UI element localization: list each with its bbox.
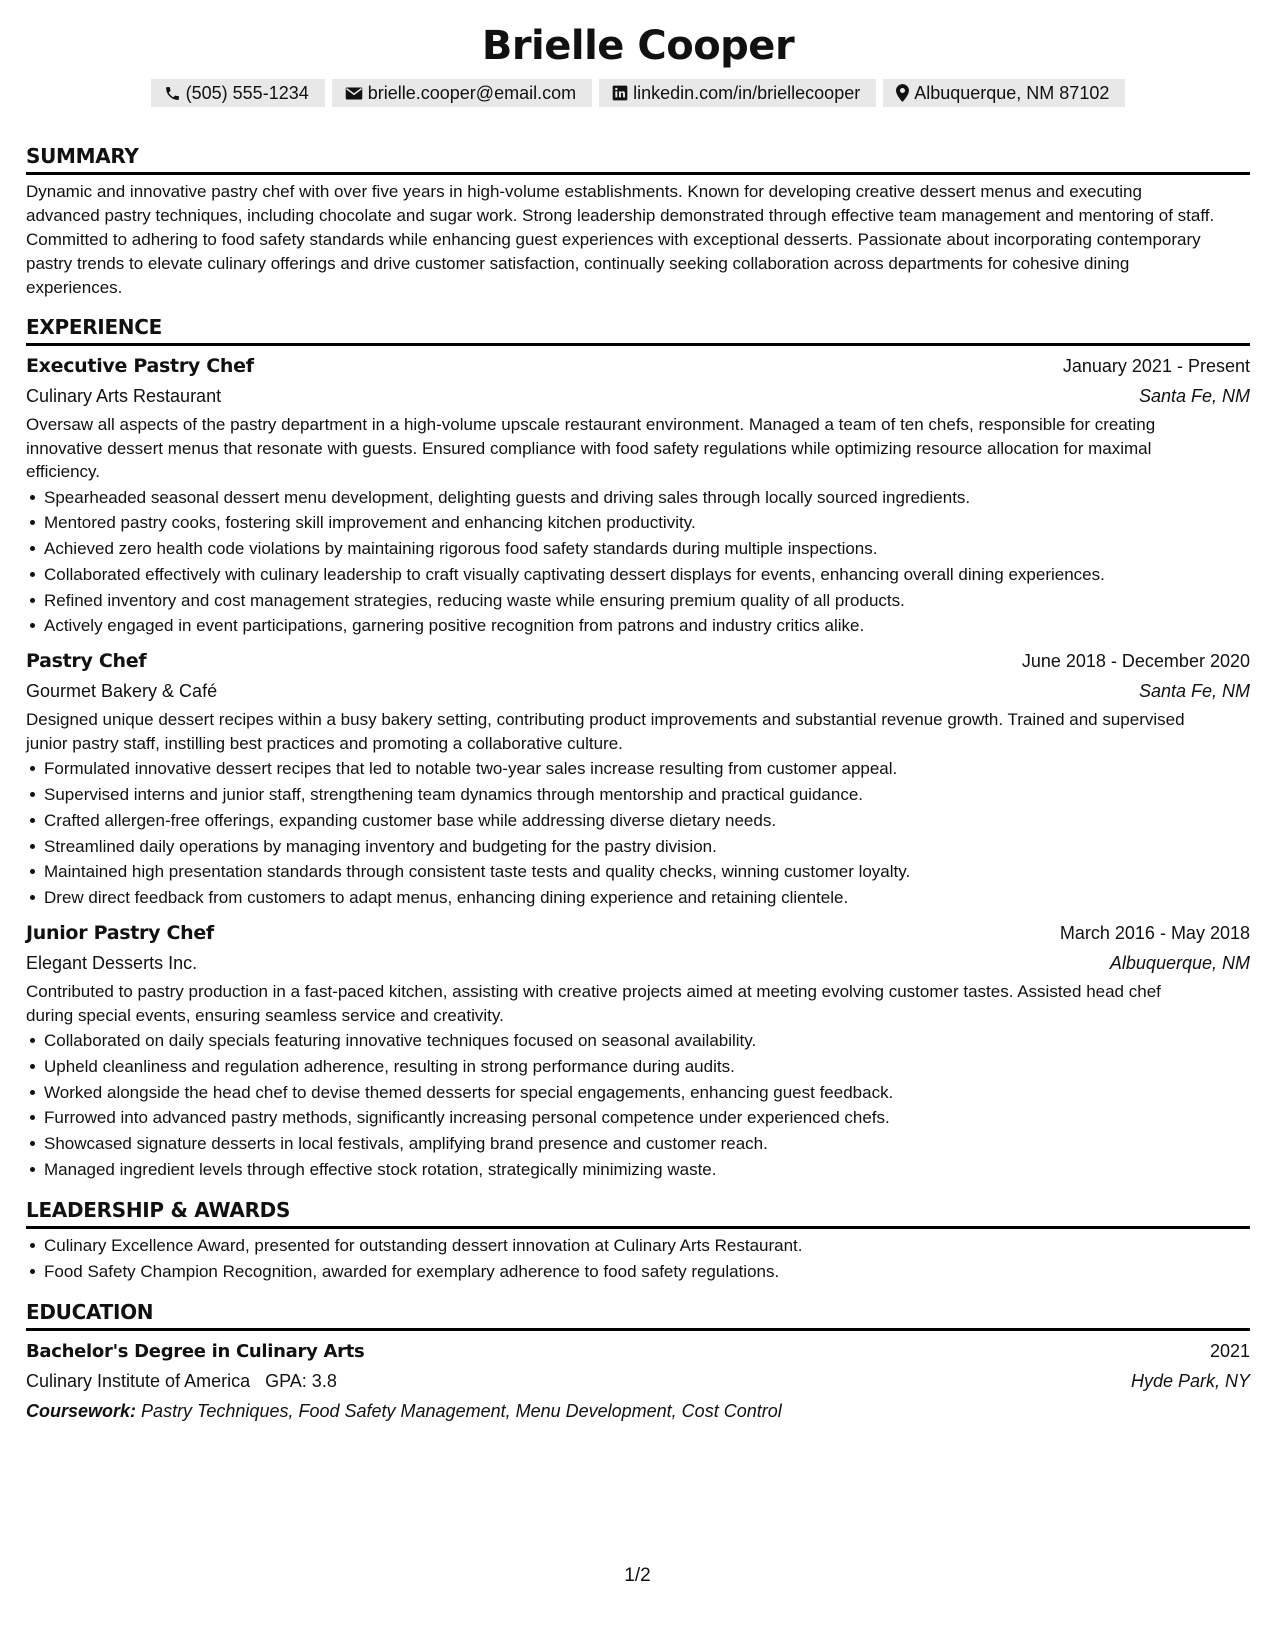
gpa: GPA: 3.8 (265, 1371, 337, 1392)
job-entry (26, 351, 1250, 639)
linkedin-text: linkedin.com/in/briellecooper (633, 83, 861, 103)
map-pin-icon (896, 84, 909, 102)
candidate-name: Brielle Cooper (481, 23, 795, 69)
list-item: Maintained high presentation standards through consistent taste tests and quality checks, winning customer loyalty. (44, 859, 1250, 885)
list-item: Supervised interns and junior staff, strengthening team dynamics through mentorship and practical guidance. (44, 782, 1250, 808)
school-location: Hyde Park, NY (1130, 1371, 1250, 1392)
linkedin-icon (612, 85, 628, 101)
coursework-list: Pastry Techniques, Food Safety Management, Menu Development, Cost Control (141, 1401, 782, 1422)
job-title: Junior Pastry Chef (26, 922, 214, 945)
leadership-section (26, 1197, 1250, 1285)
list-item: Spearheaded seasonal dessert menu development, delighting guests and driving sales through locally sourced ingredients. (44, 485, 1250, 511)
contact-bar (26, 79, 1250, 107)
contact-linkedin[interactable] (599, 79, 876, 107)
phone-icon (164, 85, 181, 102)
list-item: Furrowed into advanced pastry methods, significantly increasing personal competence under experienced chefs. (44, 1105, 1250, 1131)
list-item: Mentored pastry cooks, fostering skill improvement and enhancing kitchen productivity. (44, 510, 1250, 536)
job-dates: January 2021 - Present (1062, 356, 1250, 376)
job-location: Albuquerque, NM (1109, 953, 1250, 974)
job-entry (26, 918, 1250, 1183)
contact-phone[interactable] (151, 79, 325, 107)
job-title: Executive Pastry Chef (26, 355, 254, 377)
list-item: Managed ingredient levels through effective stock rotation, strategically minimizing waste. (44, 1157, 1250, 1183)
contact-email[interactable] (332, 79, 592, 107)
job-description: Contributed to pastry production in a fast-paced kitchen, assisting with creative projects aimed at meeting evolving customer tastes. Assisted head chef during special events, ensuring seamless service and creativity. (26, 982, 1161, 1025)
list-item: Achieved zero health code violations by maintaining rigorous food safety standards during multiple inspections. (44, 536, 1250, 562)
list-item: Actively engaged in event participations, garnering positive recognition from patrons and industry critics alike. (44, 613, 1250, 639)
job-dates: June 2018 - December 2020 (1021, 651, 1250, 672)
degree-title: Bachelor's Degree in Culinary Arts (26, 1341, 365, 1363)
graduation-year: 2021 (1209, 1341, 1250, 1362)
job-bullets (26, 756, 1250, 911)
list-item: Culinary Excellence Award, presented for outstanding dessert innovation at Culinary Arts Restaurant. (44, 1233, 1250, 1259)
list-item: Streamlined daily operations by managing inventory and budgeting for the pastry division. (44, 834, 1250, 860)
education-section (26, 1299, 1250, 1426)
school-line (26, 1366, 337, 1396)
page-number: 1/2 (624, 1565, 651, 1586)
job-location: Santa Fe, NM (1138, 386, 1250, 406)
section-heading-experience: EXPERIENCE (26, 314, 1250, 346)
job-company: Gourmet Bakery & Café (26, 681, 218, 702)
list-item: Food Safety Champion Recognition, awarded for exemplary adherence to food safety regulations. (44, 1259, 1250, 1285)
section-heading-education: EDUCATION (26, 1299, 1250, 1331)
job-description: Designed unique dessert recipes within a busy bakery setting, contributing product improvements and substantial revenue growth. Trained and supervised junior pastry staff, instilling best practices and promoting a collaborative culture. (26, 710, 1185, 753)
coursework-label: Coursework: (26, 1401, 137, 1422)
contact-location (883, 79, 1125, 107)
experience-section (26, 314, 1250, 1183)
email-text: brielle.cooper@email.com (367, 83, 577, 103)
job-bullets (26, 485, 1250, 640)
summary-text: Dynamic and innovative pastry chef with over five years in high-volume establishments. Known for developing creative dessert menus and executing advanced pastry techniques, including chocolate and sugar work. Strong leadership demonstrated through effective team management and mentoring of staff. Committed to adhering to food safety standards while enhancing guest experiences with exceptional desserts. Passionate about incorporating contemporary pastry trends to elevate culinary offerings and drive customer satisfaction, continually seeking collaboration across departments for cohesive dining experiences. (26, 182, 1215, 297)
list-item: Showcased signature desserts in local festivals, amplifying brand presence and customer reach. (44, 1131, 1250, 1157)
list-item: Collaborated on daily specials featuring innovative techniques focused on seasonal availability. (44, 1028, 1250, 1054)
job-entry (26, 646, 1250, 911)
job-description: Oversaw all aspects of the pastry department in a high-volume upscale restaurant environment. Managed a team of ten chefs, responsible for creating innovative dessert menus that resonate with guests. Ensured compliance with food safety regulations while optimizing resource allocation for maximal efficiency. (26, 415, 1156, 481)
coursework-line (26, 1396, 1250, 1426)
awards-list (26, 1233, 1250, 1285)
list-item: Worked alongside the head chef to devise themed desserts for special engagements, enhancing guest feedback. (44, 1080, 1250, 1106)
summary-section (26, 143, 1250, 300)
job-company: Culinary Arts Restaurant (26, 386, 222, 406)
envelope-icon (345, 86, 363, 101)
job-bullets (26, 1028, 1250, 1183)
job-location: Santa Fe, NM (1138, 681, 1250, 702)
section-heading-leadership: LEADERSHIP & AWARDS (26, 1197, 1250, 1229)
resume-page (26, 22, 1250, 1426)
list-item: Drew direct feedback from customers to adapt menus, enhancing dining experience and retaining clientele. (44, 885, 1250, 911)
list-item: Collaborated effectively with culinary leadership to craft visually captivating dessert displays for events, enhancing overall dining experiences. (44, 562, 1250, 588)
section-heading-summary: SUMMARY (26, 143, 1250, 175)
job-dates: March 2016 - May 2018 (1059, 923, 1250, 944)
list-item: Refined inventory and cost management strategies, reducing waste while ensuring premium quality of all products. (44, 588, 1250, 614)
job-company: Elegant Desserts Inc. (26, 953, 198, 974)
list-item: Crafted allergen-free offerings, expanding customer base while addressing diverse dietary needs. (44, 808, 1250, 834)
list-item: Upheld cleanliness and regulation adherence, resulting in strong performance during audits. (44, 1054, 1250, 1080)
phone-text: (505) 555-1234 (185, 83, 309, 103)
location-text: Albuquerque, NM 87102 (914, 83, 1110, 103)
school-name: Culinary Institute of America (26, 1371, 251, 1392)
job-title: Pastry Chef (26, 650, 147, 673)
list-item: Formulated innovative dessert recipes that led to notable two-year sales increase resulting from customer appeal. (44, 756, 1250, 782)
